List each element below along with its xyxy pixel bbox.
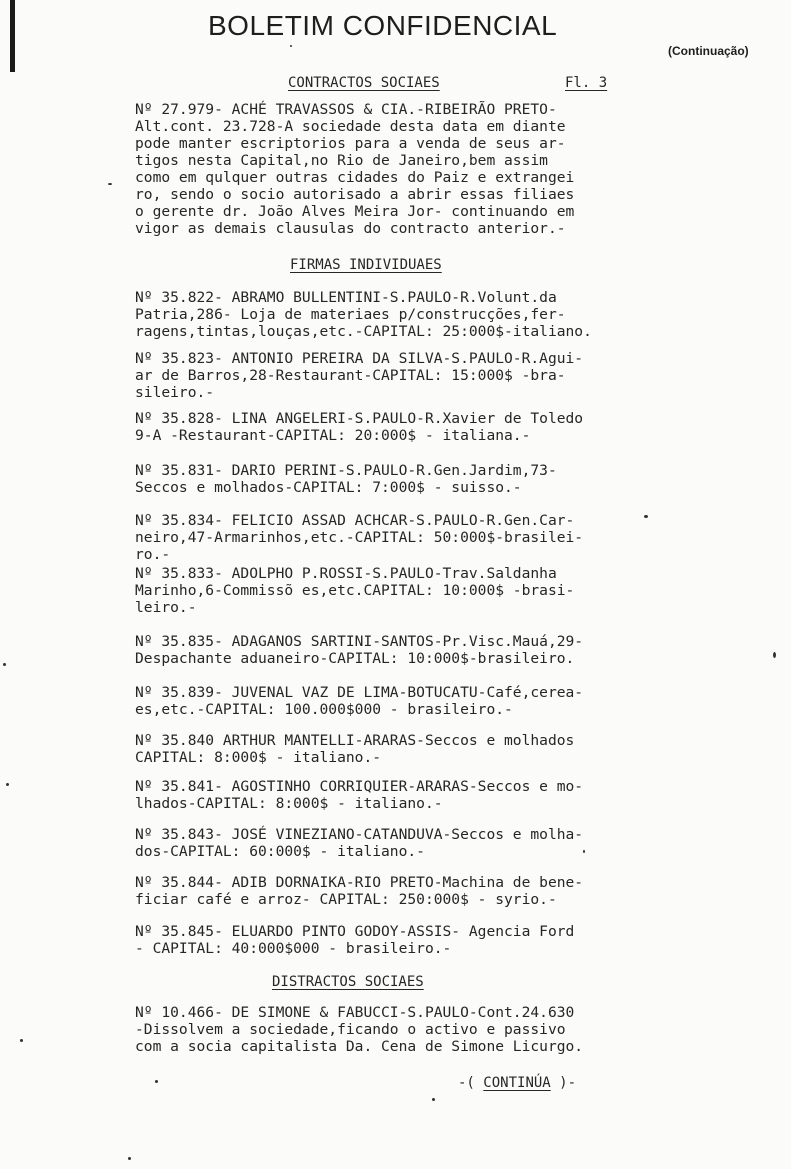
entry-line: Nº 35.834- FELICIO ASSAD ACHCAR-S.PAULO-R.Gen.Car- (135, 512, 575, 529)
entry-line: lhados-CAPITAL: 8:000$ - italiano.- (135, 795, 443, 812)
entry-line: com a socia capitalista Da. Cena de Simone Licurgo. (135, 1038, 584, 1055)
entry-line: Seccos e molhados-CAPITAL: 7:000$ - suisso.- (135, 479, 522, 496)
entry-line: ficiar café e arroz- CAPITAL: 250:000$ - syrio.- (135, 891, 557, 908)
entry-35833 (135, 565, 655, 616)
entry-line: como em qulquer outras cidades do Paiz e extrangei (135, 169, 575, 186)
entry-35823 (135, 350, 655, 401)
entry-line: Nº 27.979- ACHÉ TRAVASSOS & CIA.-RIBEIRÃO PRETO- (135, 101, 557, 118)
continues-open: -( (458, 1075, 484, 1091)
entry-line: vigor as demais clausulas do contracto anterior.- (135, 220, 566, 237)
entry-line: tigos nesta Capital,no Rio de Janeiro,bem assim (135, 152, 548, 169)
entry-line: leiro.- (135, 599, 197, 616)
entry-line: Nº 35.844- ADIB DORNAIKA-RIO PRETO-Machina de bene- (135, 874, 584, 891)
entry-line: pode manter escriptorios para a venda de seus ar- (135, 135, 566, 152)
entry-line: Nº 35.840 ARTHUR MANTELLI-ARARAS-Seccos e molhados (135, 732, 575, 749)
continues-footer (458, 1075, 576, 1091)
entry-35831 (135, 462, 655, 496)
entry-line: ro, sendo o socio autorisado a abrir essas filiaes (135, 186, 575, 203)
section-heading-distractos: DISTRACTOS SOCIAES (272, 974, 424, 990)
entry-line: Nº 10.466- DE SIMONE & FABUCCI-S.PAULO-Cont.24.630 (135, 1004, 575, 1021)
entry-line: -Dissolvem a sociedade,ficando o activo e passivo (135, 1021, 566, 1038)
entry-line: Nº 35.833- ADOLPHO P.ROSSI-S.PAULO-Trav.Saldanha (135, 565, 557, 582)
scan-speck (155, 1080, 158, 1083)
entry-line: ro.- (135, 546, 171, 563)
entry-line: CAPITAL: 8:000$ - italiano.- (135, 749, 382, 766)
entry-line: Nº 35.835- ADAGANOS SARTINI-SANTOS-Pr.Visc.Mauá,29- (135, 633, 584, 650)
entry-line: Nº 35.843- JOSÉ VINEZIANO-CATANDUVA-Seccos e molha- (135, 826, 584, 843)
entry-line: ragens,tintas,louças,etc.-CAPITAL: 25:000$-italiano. (135, 323, 592, 340)
scan-speck (20, 1039, 23, 1042)
entry-line: Marinho,6-Commissõ es,etc.CAPITAL: 10:000$ -brasi- (135, 582, 575, 599)
entry-10466 (135, 1004, 655, 1055)
entry-35822 (135, 289, 655, 340)
entry-line: sileiro.- (135, 384, 215, 401)
scan-speck (290, 45, 292, 47)
entry-line: Nº 35.845- ELUARDO PINTO GODOY-ASSIS- Agencia Ford (135, 923, 575, 940)
entry-line: ar de Barros,28-Restaurant-CAPITAL: 15:000$ -bra- (135, 367, 566, 384)
entry-35828 (135, 410, 655, 444)
scan-speck (644, 515, 648, 518)
continues-label: CONTINÚA (483, 1075, 551, 1091)
entry-line: o gerente dr. João Alves Meira Jor- continuando em (135, 203, 575, 220)
entry-line: Nº 35.823- ANTONIO PEREIRA DA SILVA-S.PAULO-R.Agui- (135, 350, 584, 367)
scan-speck (432, 1098, 435, 1101)
scan-speck (583, 850, 585, 853)
entry-line: es,etc.-CAPITAL: 100.000$000 - brasileiro.- (135, 701, 513, 718)
entry-35843 (135, 826, 655, 860)
scan-speck (128, 1157, 131, 1160)
entry-line: dos-CAPITAL: 60:000$ - italiano.- (135, 843, 425, 860)
scan-speck (773, 652, 776, 658)
entry-35845 (135, 923, 655, 957)
entry-line: Nº 35.839- JUVENAL VAZ DE LIMA-BOTUCATU-Café,cerea- (135, 684, 584, 701)
entry-35839 (135, 684, 655, 718)
entry-line: - CAPITAL: 40:000$000 - brasileiro.- (135, 940, 452, 957)
entry-35844 (135, 874, 655, 908)
section-heading-firmas: FIRMAS INDIVIDUAES (290, 257, 442, 273)
entry-line: Nº 35.831- DARIO PERINI-S.PAULO-R.Gen.Jardim,73- (135, 462, 557, 479)
entry-35835 (135, 633, 655, 667)
entry-line: Patria,286- Loja de materiaes p/construcções,fer- (135, 306, 566, 323)
continuation-label: (Continuação) (668, 44, 749, 58)
margin-binding-mark (10, 0, 15, 72)
entry-line: Nº 35.828- LINA ANGELERI-S.PAULO-R.Xavier de Toledo (135, 410, 584, 427)
entry-35841 (135, 778, 655, 812)
scan-speck (6, 783, 9, 786)
entry-35834 (135, 512, 655, 563)
entry-35840 (135, 732, 655, 766)
entry-line: Despachante aduaneiro-CAPITAL: 10:000$-brasileiro. (135, 650, 575, 667)
sheet-number: Fl. 3 (565, 75, 608, 91)
entry-line: Nº 35.822- ABRAMO BULLENTINI-S.PAULO-R.Volunt.da (135, 289, 557, 306)
section-heading-contractos: CONTRACTOS SOCIAES (288, 75, 440, 91)
entry-line: Alt.cont. 23.728-A sociedade desta data em diante (135, 118, 566, 135)
entry-line: 9-A -Restaurant-CAPITAL: 20:000$ - italiana.- (135, 427, 531, 444)
entry-line: neiro,47-Armarinhos,etc.-CAPITAL: 50:000$-brasilei- (135, 529, 584, 546)
scan-speck (108, 183, 112, 185)
scan-speck (3, 663, 6, 666)
continues-close: )- (550, 1075, 577, 1091)
page-title: BOLETIM CONFIDENCIAL (208, 10, 558, 41)
entry-line: Nº 35.841- AGOSTINHO CORRIQUIER-ARARAS-Seccos e mo- (135, 778, 584, 795)
entry-27979 (135, 101, 655, 237)
